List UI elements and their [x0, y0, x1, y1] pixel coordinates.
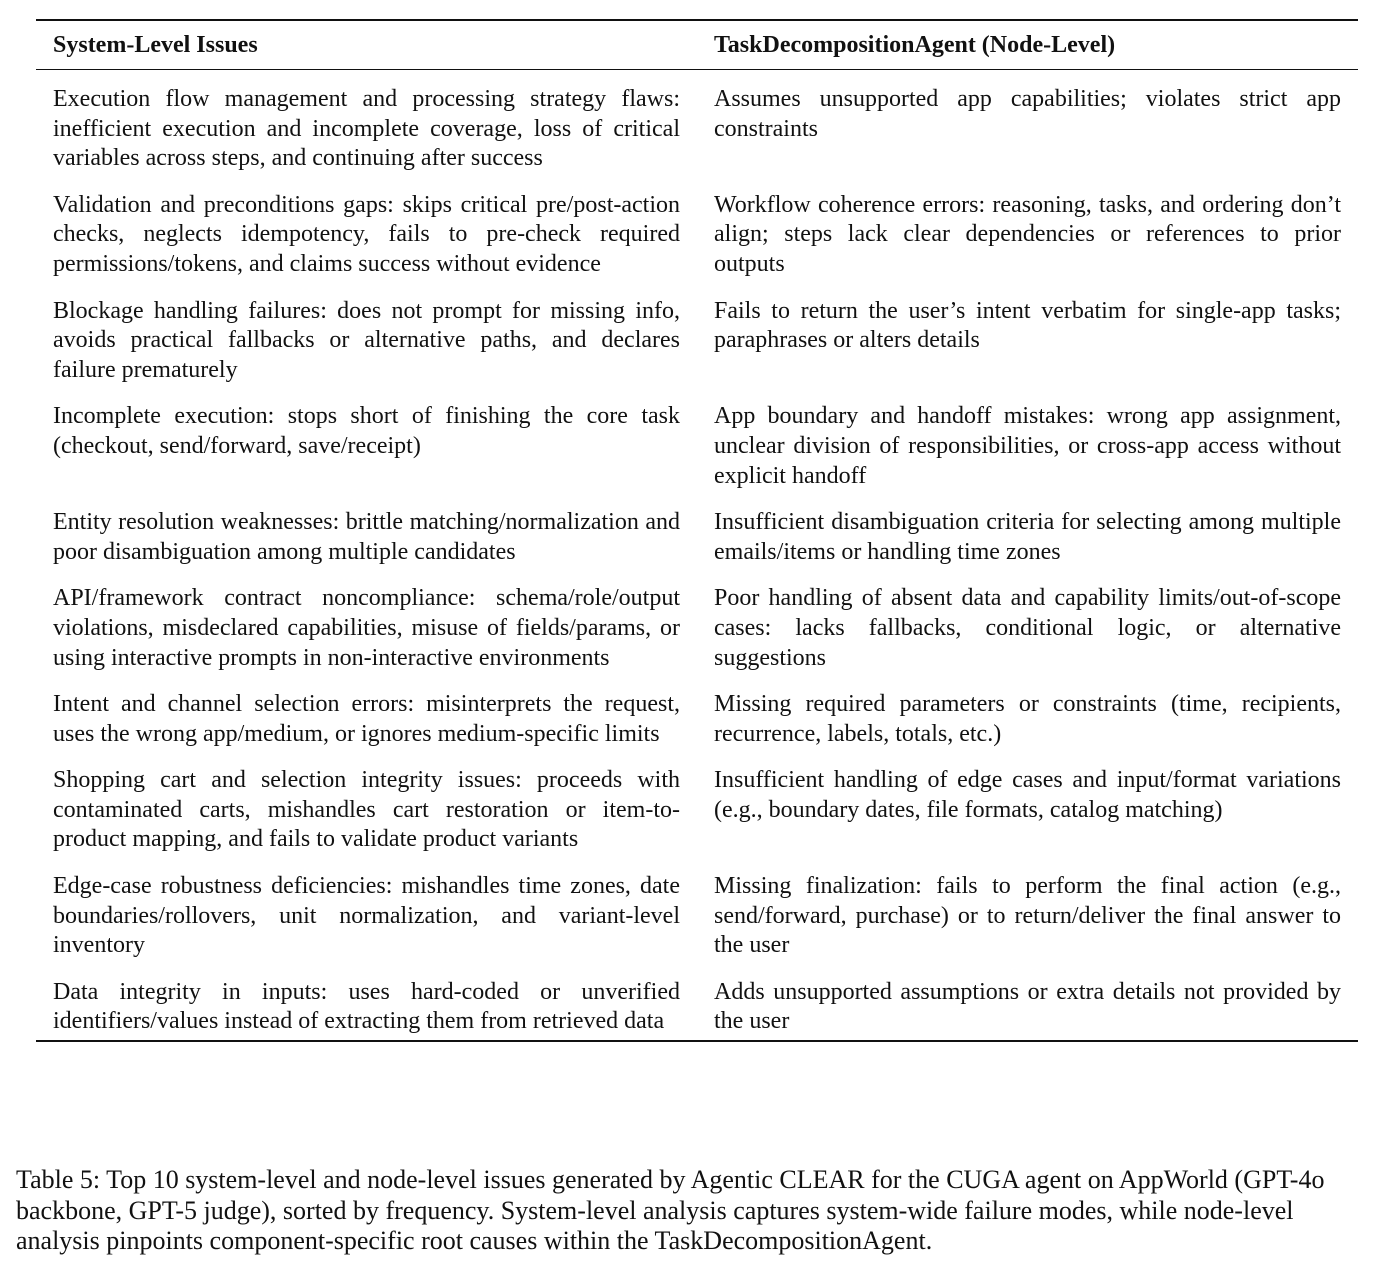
- system-issue-cell: Validation and preconditions gaps: skips critical pre/post-action checks, neglects idempotency, fails to pre-check required permissions/tokens, and claims success without evidence: [53, 191, 680, 277]
- table-row: [36, 289, 1358, 395]
- header-node-level: TaskDecompositionAgent (Node-Level): [697, 20, 1358, 70]
- node-issue-cell: Poor handling of absent data and capability limits/out-of-scope cases: lacks fallbacks, conditional logic, or alternative suggestions: [714, 585, 1341, 671]
- node-issue-cell: Insufficient handling of edge cases and input/format variations (e.g., boundary dates, file formats, catalog matching): [714, 767, 1341, 823]
- system-issue-cell: Incomplete execution: stops short of finishing the core task (checkout, send/forward, save/receipt): [53, 403, 680, 459]
- node-issue-cell: Workflow coherence errors: reasoning, tasks, and ordering don’t align; steps lack clear dependencies or references to prior outputs: [714, 191, 1341, 277]
- system-issue-cell: API/framework contract noncompliance: schema/role/output violations, misdeclared capabilities, misuse of fields/params, or using interactive prompts in non-interactive environments: [53, 585, 680, 671]
- table-header: [36, 20, 1358, 70]
- system-issue-cell: Intent and channel selection errors: misinterprets the request, uses the wrong app/medium, or ignores medium-specific limits: [53, 691, 680, 747]
- table-row: [36, 970, 1358, 1041]
- table-row: [36, 864, 1358, 970]
- table-row: [36, 682, 1358, 758]
- system-issue-cell: Data integrity in inputs: uses hard-coded or unverified identifiers/values instead of extracting them from retrieved data: [53, 978, 680, 1035]
- table-row: [36, 500, 1358, 576]
- table-row: [36, 70, 1358, 183]
- header-row: [36, 20, 1358, 70]
- system-issue-cell: Shopping cart and selection integrity issues: proceeds with contaminated carts, mishandles cart restoration or item-to-product mapping, and fails to validate product variants: [53, 767, 680, 853]
- node-issue-cell: Missing finalization: fails to perform the final action (e.g., send/forward, purchase) or to return/deliver the final answer to the user: [714, 873, 1341, 959]
- table-body: [36, 70, 1358, 1042]
- system-issue-cell: Entity resolution weaknesses: brittle matching/normalization and poor disambiguation among multiple candidates: [53, 509, 680, 565]
- table-row: [36, 576, 1358, 682]
- system-issue-cell: Blockage handling failures: does not prompt for missing info, avoids practical fallbacks or alternative paths, and declares failure prematurely: [53, 297, 680, 383]
- system-issue-cell: Execution flow management and processing strategy flaws: inefficient execution and incomplete coverage, loss of critical variables across steps, and continuing after success: [53, 86, 680, 172]
- table-row: [36, 394, 1358, 500]
- node-issue-cell: Assumes unsupported app capabilities; violates strict app constraints: [714, 86, 1341, 142]
- table-caption: Table 5: Top 10 system-level and node-level issues generated by Agentic CLEAR for the CUGA agent on AppWorld (GPT-4o backbone, GPT-5 judge), sorted by frequency. System-level analysis captures system-wide failure modes, while node-level analysis pinpoints component-specific root causes within the TaskDecompositionAgent.: [16, 1165, 1325, 1255]
- node-issue-cell: Insufficient disambiguation criteria for selecting among multiple emails/items or handling time zones: [714, 509, 1341, 565]
- header-system-level: System-Level Issues: [36, 20, 697, 70]
- node-issue-cell: Fails to return the user’s intent verbatim for single-app tasks; paraphrases or alters details: [714, 297, 1341, 354]
- table-row: [36, 183, 1358, 289]
- issues-table: [36, 19, 1358, 1042]
- node-issue-cell: Adds unsupported assumptions or extra details not provided by the user: [714, 978, 1341, 1035]
- node-issue-cell: App boundary and handoff mistakes: wrong app assignment, unclear division of responsibilities, or cross-app access without explicit handoff: [714, 403, 1341, 489]
- issues-table-container: [36, 19, 1358, 1042]
- node-issue-cell: Missing required parameters or constraints (time, recipients, recurrence, labels, totals, etc.): [714, 691, 1341, 747]
- table-row: [36, 758, 1358, 864]
- system-issue-cell: Edge-case robustness deficiencies: mishandles time zones, date boundaries/rollovers, unit normalization, and variant-level inventory: [53, 873, 680, 959]
